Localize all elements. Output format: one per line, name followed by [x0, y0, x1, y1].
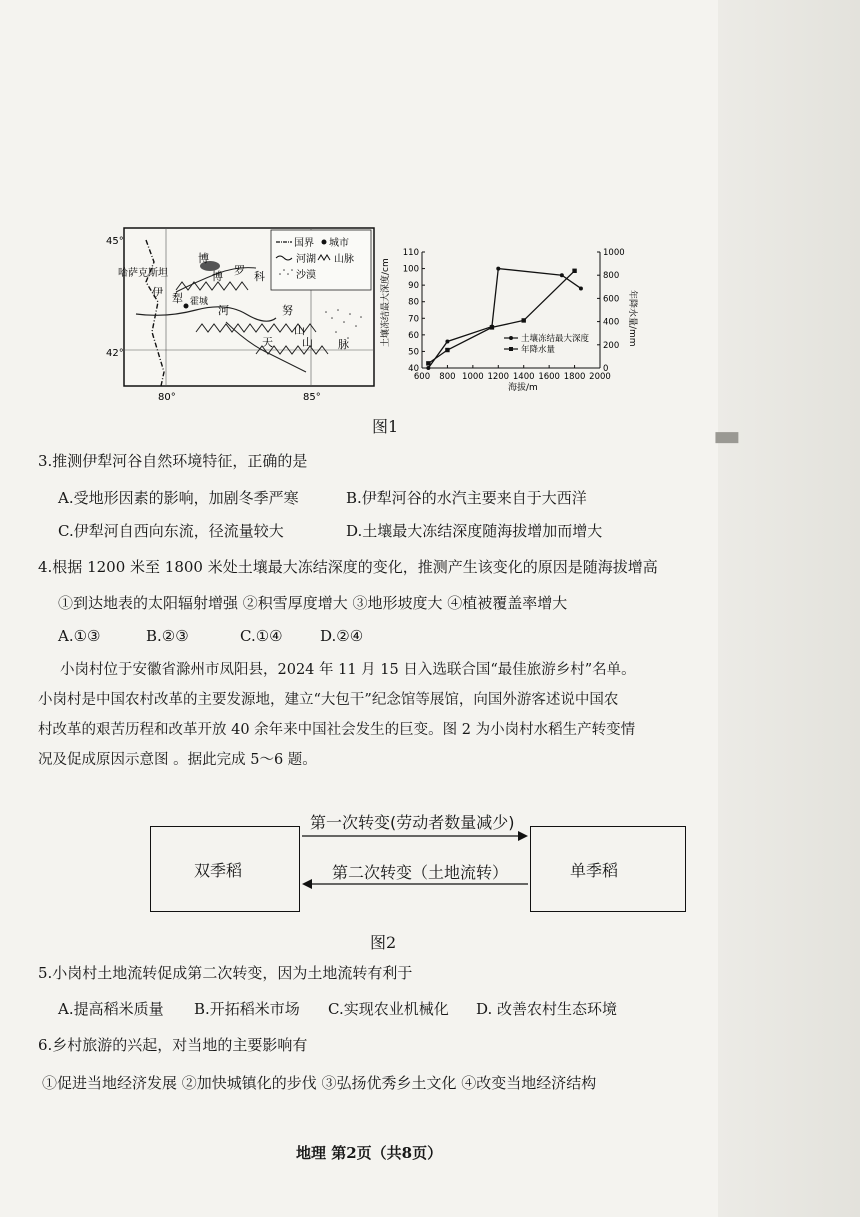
- q5-option-b: B.开拓稻米市场: [194, 1000, 300, 1018]
- y-axis-right-label: 年降水量/mm: [627, 290, 637, 347]
- legend-mountain-label: 山脉: [334, 254, 354, 265]
- point-frost-depth: [560, 273, 564, 277]
- point-frost-depth: [496, 267, 500, 271]
- x-tick-label: 1800: [563, 372, 586, 382]
- legend-river-label: 河湖: [296, 254, 316, 265]
- lon-right-label: 85°: [303, 392, 321, 402]
- y-left-tick-label: 80: [408, 297, 419, 308]
- passage-line-1: 小岗村位于安徽省滁州市凤阳县，2024 年 11 月 15 日入选联合国“最佳旅游乡村”名单。: [60, 662, 636, 678]
- q3-option-b: B.伊犁河谷的水汽主要来自于大西洋: [346, 489, 587, 507]
- map-label-shan1: 山: [294, 324, 305, 337]
- first-change-label: 第一次转变(劳动者数量减少): [310, 813, 515, 832]
- legend-label-precip: 年降水量: [521, 345, 556, 355]
- passage-line-2: 小岗村是中国农村改革的主要发源地，建立“大包干”纪念馆等展馆，向国外游客述说中国农: [38, 692, 619, 708]
- q4-items: ①到达地表的太阳辐射增强 ②积雪厚度增大 ③地形坡度大 ④植被覆盖率增大: [58, 594, 568, 612]
- x-tick-label: 800: [439, 372, 456, 382]
- q5-option-d: D. 改善农村生态环境: [476, 1000, 618, 1018]
- y-right-tick-label: 200: [603, 340, 620, 351]
- map-label-ke: 科: [254, 270, 265, 283]
- point-frost-depth: [426, 366, 430, 370]
- point-frost-depth: [445, 339, 449, 343]
- map-label-kazakhstan: 哈萨克斯坦: [118, 268, 168, 279]
- point-precip: [445, 348, 449, 352]
- city-dot-icon: [184, 304, 189, 309]
- point-precip: [572, 269, 576, 273]
- y-right-tick-label: 400: [603, 317, 620, 328]
- box-single-rice-label: 单季稻: [570, 861, 619, 880]
- page-footer: 地理 第2页（共8页）: [296, 1144, 443, 1162]
- q3-stem: 3.推测伊犁河谷自然环境特征，正确的是: [38, 452, 308, 470]
- map-svg: [106, 222, 378, 402]
- lon-left-label: 80°: [158, 392, 176, 402]
- series-line-frost-depth: [428, 269, 581, 368]
- map-label-mai: 脉: [338, 338, 349, 351]
- legend-border-label: 国界: [294, 238, 314, 249]
- legend-desert-label: 沙漠: [296, 270, 316, 281]
- legend-city-label: 城市: [329, 238, 349, 249]
- y-left-tick-label: 50: [408, 347, 419, 358]
- point-precip: [490, 325, 494, 329]
- y-left-tick-label: 70: [408, 314, 419, 325]
- binding-margin: [718, 0, 860, 1217]
- x-tick-label: 600: [413, 372, 431, 382]
- q4-option-d: D.②④: [320, 627, 364, 645]
- y-left-tick-label: 100: [402, 264, 419, 275]
- map-label-shan2: 山: [302, 336, 313, 349]
- map-label-luo: 罗: [234, 264, 245, 277]
- q4-option-c: C.①④: [240, 627, 283, 645]
- q3-option-c: C.伊犁河自西向东流，径流量较大: [58, 522, 284, 540]
- y-left-tick-label: 60: [408, 330, 419, 341]
- map-label-bo1: 博: [198, 252, 209, 265]
- second-change-label: 第二次转变（土地流转）: [332, 863, 509, 882]
- lat-top-label: 45°: [106, 236, 124, 247]
- y-left-tick-label: 110: [402, 248, 419, 258]
- point-precip: [522, 318, 526, 322]
- q3-option-a: A.受地形因素的影响，加剧冬季严寒: [58, 489, 299, 507]
- q5-option-c: C.实现农业机械化: [328, 1000, 449, 1018]
- point-precip: [426, 361, 430, 365]
- y-right-tick-label: 800: [603, 271, 620, 282]
- arrow-left-icon: [302, 879, 312, 889]
- map-label-yi: 伊: [152, 286, 163, 299]
- map-label-bo2: 博: [212, 270, 223, 283]
- map-label-li: 犁: [172, 292, 183, 305]
- q5-option-a: A.提高稻米质量: [58, 1000, 164, 1018]
- passage-line-4: 况及促成原因示意图 。据此完成 5～6 题。: [38, 752, 317, 768]
- figure2-caption: 图2: [370, 933, 397, 952]
- legend-marker-precip: [509, 347, 513, 351]
- point-frost-depth: [579, 286, 583, 290]
- legend-label-frost: 土壤冻结最大深度: [521, 334, 590, 344]
- box-double-rice-label: 双季稻: [194, 861, 243, 880]
- x-tick-label: 1000: [462, 372, 484, 382]
- y-left-tick-label: 90: [408, 281, 419, 292]
- y-axis-left-label: 土壤冻结最大深度/cm: [381, 258, 391, 347]
- figure1-chart: [378, 244, 638, 394]
- passage: [60, 656, 700, 684]
- q4-stem: 4.根据 1200 米至 1800 米处土壤最大冻结深度的变化，推测产生该变化的原因是随海拔增高: [38, 558, 658, 576]
- q4-option-b: B.②③: [146, 627, 189, 645]
- map-label-tian: 天: [262, 336, 273, 349]
- chart-svg: [378, 244, 638, 394]
- x-tick-label: 1400: [512, 372, 535, 382]
- q5-stem: 5.小岗村土地流转促成第二次转变，因为土地流转有利于: [38, 964, 413, 982]
- map-label-he: 河: [218, 304, 229, 317]
- x-tick-label: 1200: [487, 372, 510, 382]
- figure1-caption: 图1: [372, 417, 399, 436]
- y-left-tick-label: 40: [408, 364, 419, 374]
- lat-bottom-label: 42°: [106, 348, 124, 359]
- x-tick-label: 2000: [589, 372, 611, 382]
- y-right-tick-label: 1000: [603, 248, 625, 258]
- passage-line-3: 村改革的艰苦历程和改革开放 40 余年来中国社会发生的巨变。图 2 为小岗村水稻生产转变情: [38, 722, 636, 738]
- margin-mark-1: ▮: [710, 429, 746, 446]
- figure2-diagram: [150, 806, 690, 918]
- map-label-nu: 努: [282, 304, 293, 317]
- q4-option-a: A.①③: [58, 627, 101, 645]
- x-tick-label: 1600: [538, 372, 560, 382]
- map-label-huocheng: 霍城: [190, 297, 209, 307]
- q6-items: ①促进当地经济发展 ②加快城镇化的步伐 ③弘扬优秀乡土文化 ④改变当地经济结构: [42, 1074, 597, 1092]
- arrow-right-icon: [518, 831, 528, 841]
- figure1-map: [106, 222, 378, 402]
- legend-marker-frost: [509, 336, 513, 340]
- x-axis-label: 海拔/m: [508, 383, 538, 393]
- y-right-tick-label: 0: [603, 364, 609, 374]
- q3-option-d: D.土壤最大冻结深度随海拔增加而增大: [346, 522, 603, 540]
- y-right-tick-label: 600: [603, 294, 620, 305]
- q6-stem: 6.乡村旅游的兴起，对当地的主要影响有: [38, 1036, 308, 1054]
